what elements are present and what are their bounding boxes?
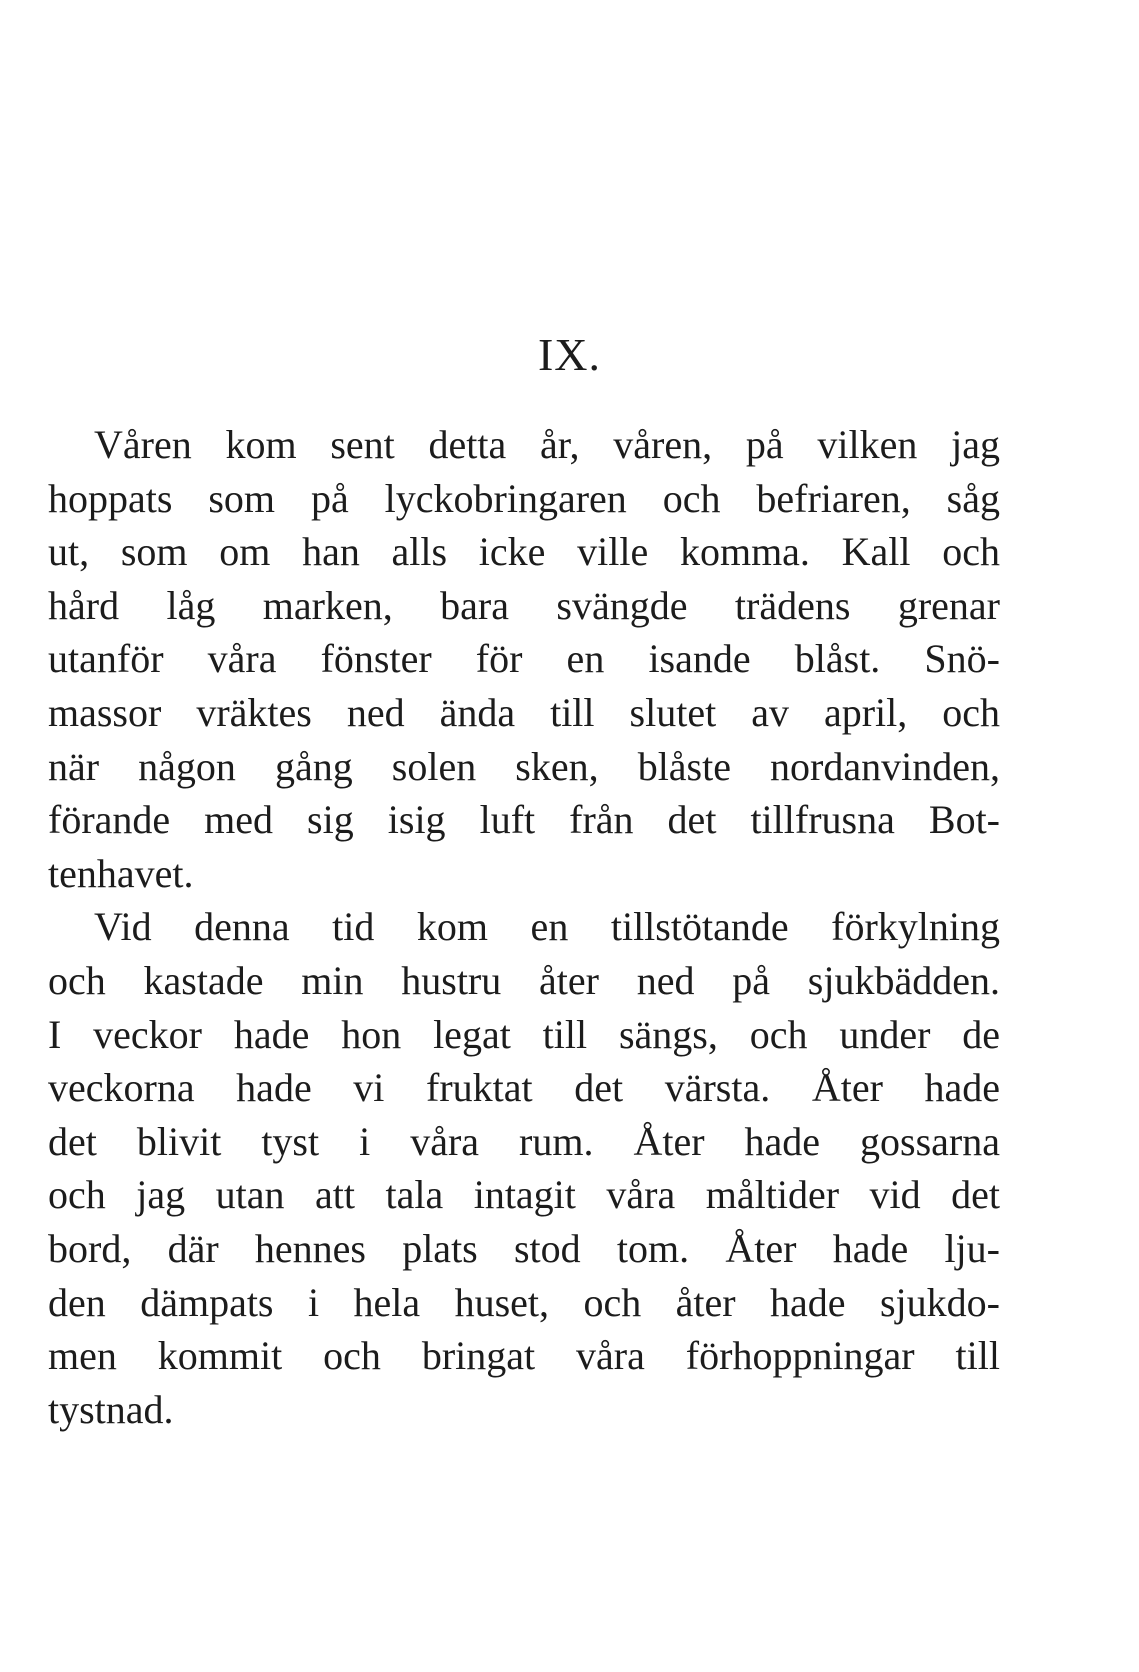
text-line: bord, där hennes plats stod tom. Åter hade lju- <box>48 1225 1000 1271</box>
text-line: veckorna hade vi fruktat det värsta. Åter hade <box>48 1065 1000 1111</box>
text-line: Våren kom sent detta år, våren, på vilken jag <box>94 422 1000 467</box>
body-text <box>48 418 1000 1436</box>
text-line: det blivit tyst i våra rum. Åter hade gossarna <box>48 1118 1000 1164</box>
text-line: I veckor hade hon legat till sängs, och under de <box>48 1011 1000 1057</box>
text-line: tystnad. <box>48 1386 174 1432</box>
text-line: Vid denna tid kom en tillstötande förkylning <box>94 904 1000 950</box>
text-line: och kastade min hustru åter ned på sjukbädden. <box>48 957 1000 1003</box>
text-line: hoppats som på lyckobringaren och befriaren, såg <box>48 475 1000 521</box>
text-line: massor vräktes ned ända till slutet av april, och <box>48 689 1000 735</box>
text-line: och jag utan att tala intagit våra måltider vid det <box>48 1172 1000 1218</box>
text-line: den dämpats i hela huset, och åter hade sjukdo- <box>48 1279 1000 1325</box>
text-line: utanför våra fönster för en isande blåst. Snö- <box>48 636 1000 682</box>
text-line: tenhavet. <box>48 850 194 896</box>
chapter-heading: IX. <box>537 329 602 380</box>
text-line: hård låg marken, bara svängde trädens grenar <box>48 582 1000 628</box>
text-line: förande med sig isig luft från det tillfrusna Bot- <box>48 797 1000 843</box>
text-line: ut, som om han alls icke ville komma. Kall och <box>48 529 1000 575</box>
text-line: men kommit och bringat våra förhoppningar till <box>48 1333 1000 1379</box>
text-line: när någon gång solen sken, blåste nordanvinden, <box>48 743 1000 789</box>
